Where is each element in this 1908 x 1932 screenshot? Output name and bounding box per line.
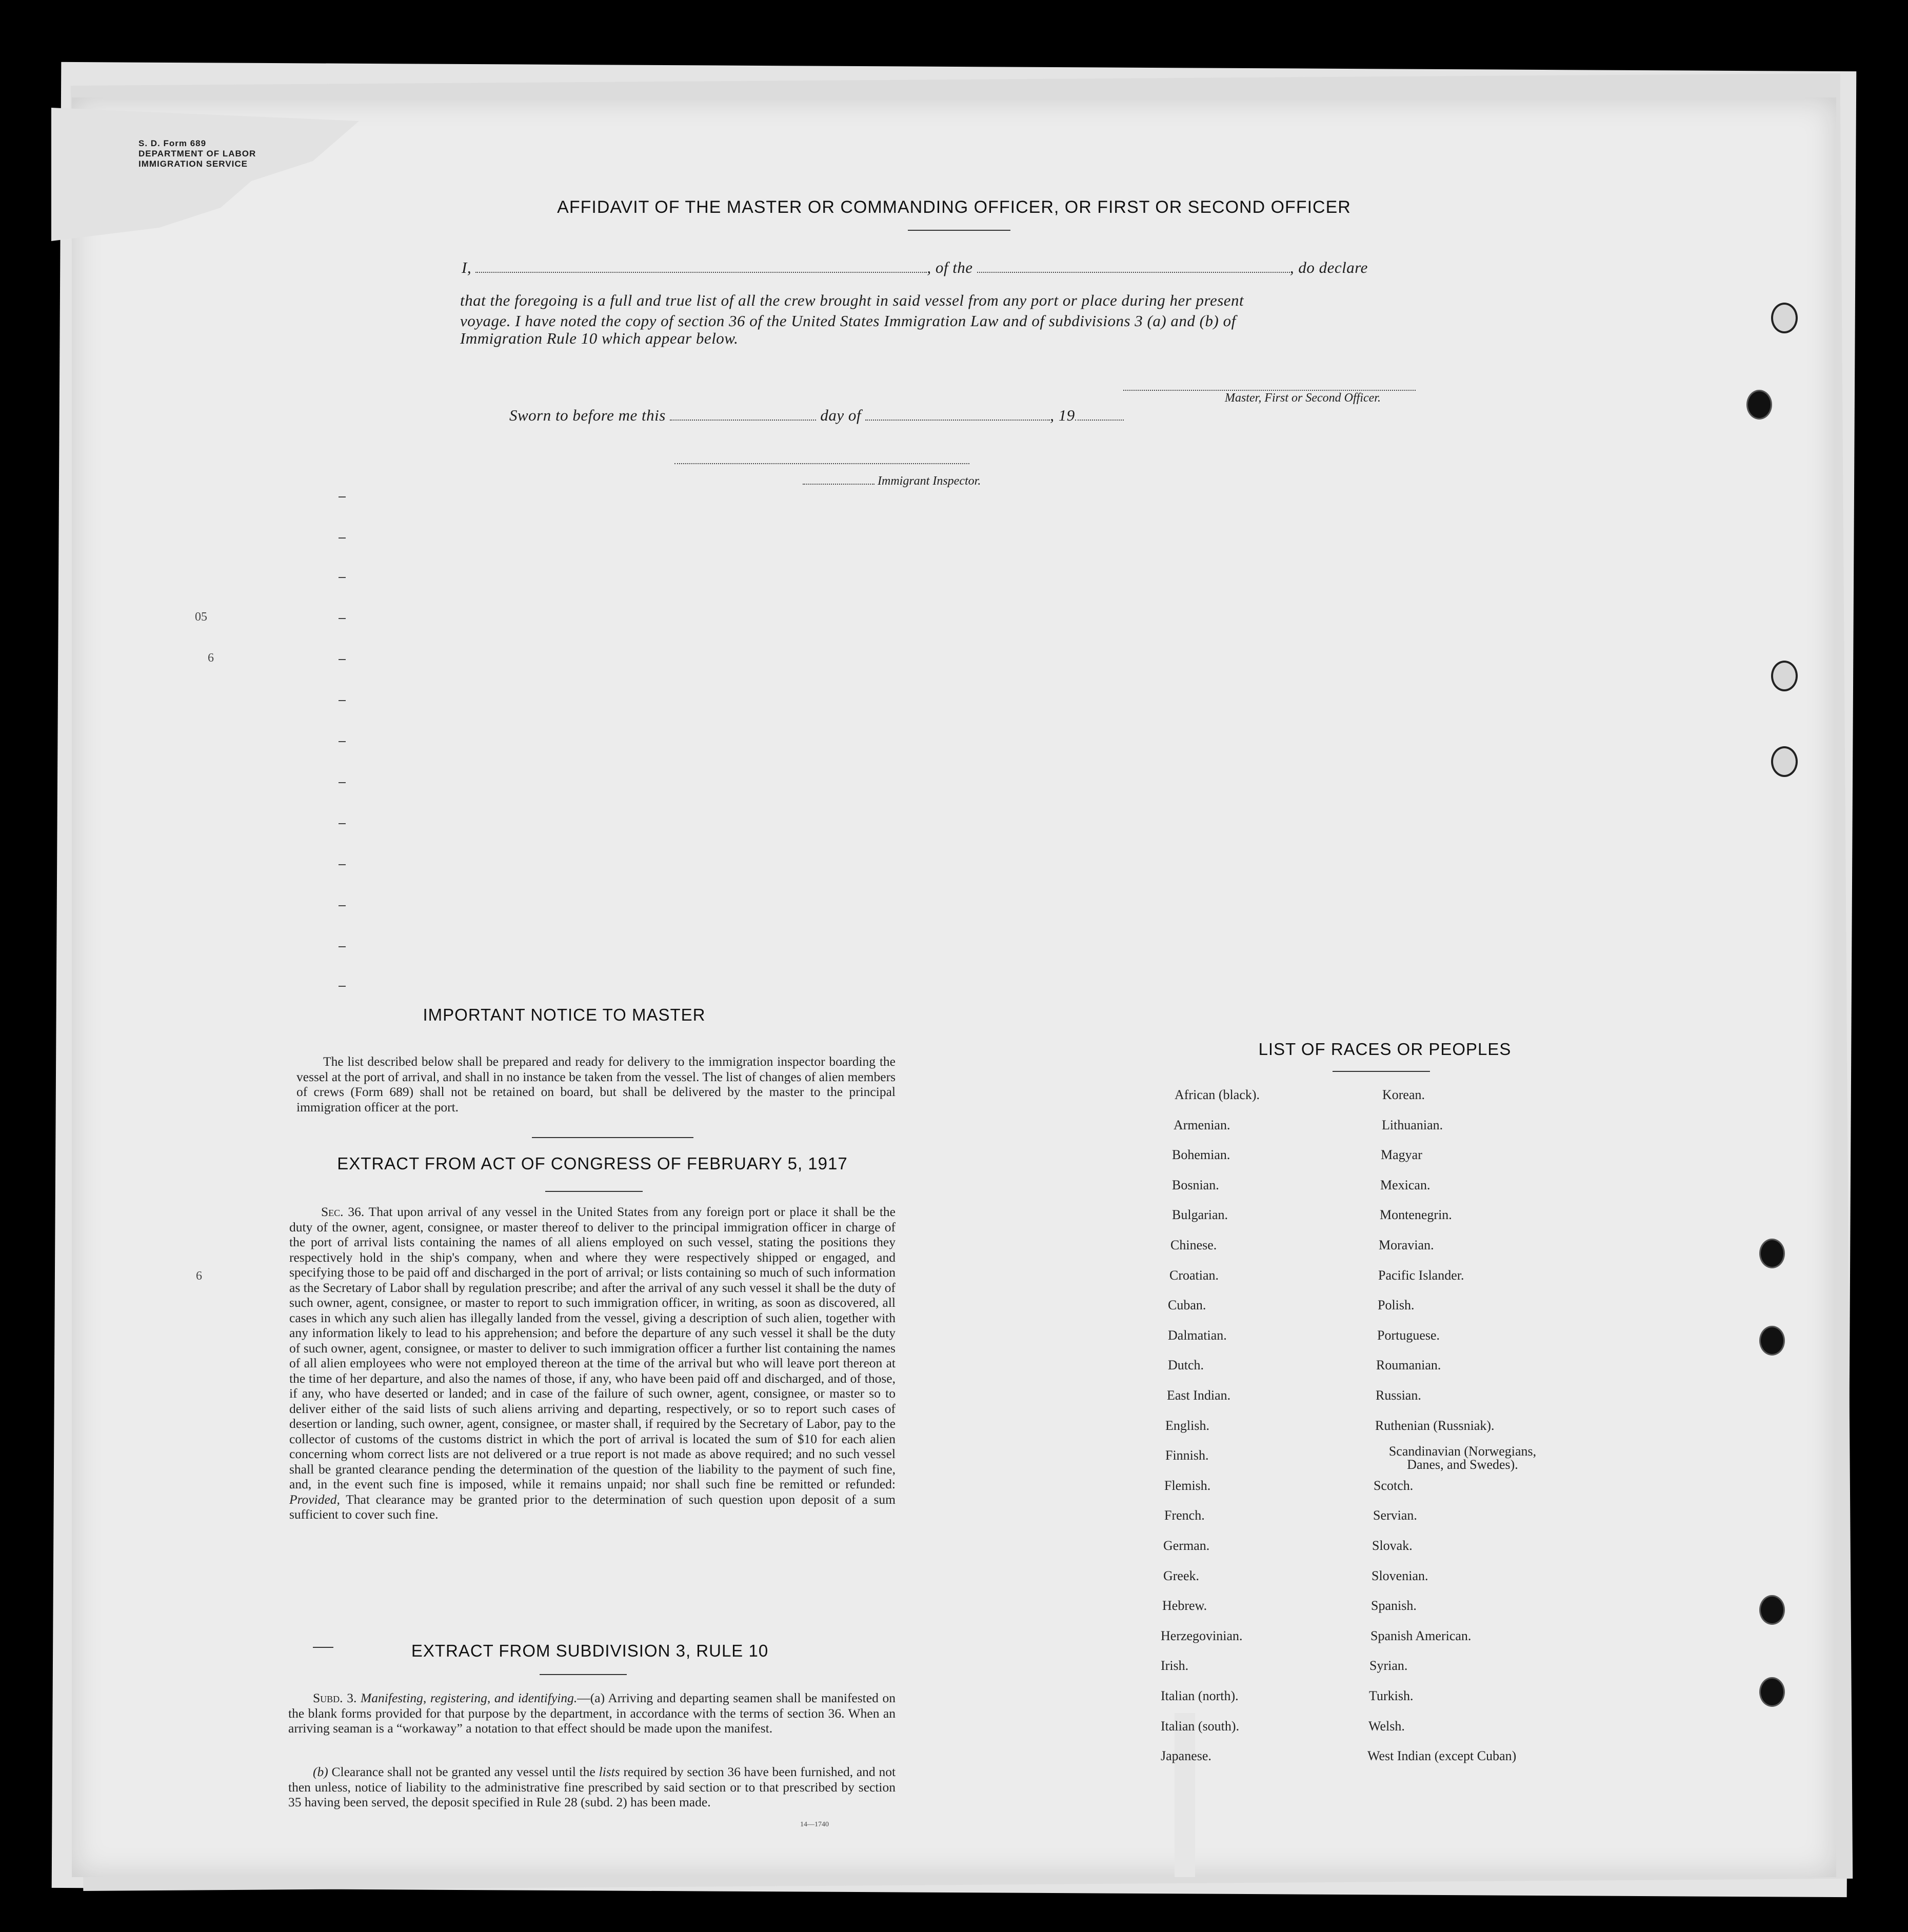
- race-item: Montenegrin.: [1380, 1207, 1452, 1222]
- binder-hole: [1759, 1595, 1785, 1625]
- rule-extract-title: EXTRACT FROM SUBDIVISION 3, RULE 10: [411, 1641, 769, 1660]
- race-item: Syrian.: [1369, 1658, 1408, 1673]
- inspector-caption: Immigrant Inspector.: [878, 474, 981, 488]
- of-the-label: , of the: [927, 258, 973, 276]
- race-item: Slovenian.: [1372, 1568, 1428, 1583]
- sworn-line: [509, 405, 1124, 426]
- name-field[interactable]: [475, 272, 927, 273]
- row-dash: [339, 905, 346, 906]
- small-rule: [313, 1647, 333, 1648]
- act-extract-rule: [545, 1191, 643, 1192]
- act-extract-text: [289, 1204, 896, 1522]
- year-label: , 19: [1050, 406, 1075, 424]
- race-item: Dalmatian.: [1168, 1328, 1227, 1343]
- para-b-label: (b): [313, 1764, 328, 1779]
- affidavit-title: AFFIDAVIT OF THE MASTER OR COMMANDING OFFICER, OR FIRST OR SECOND OFFICER: [557, 197, 1351, 217]
- subd-label: Subd. 3.: [313, 1690, 357, 1705]
- race-item: East Indian.: [1167, 1388, 1231, 1403]
- row-dash: [339, 946, 346, 947]
- race-item: Hebrew.: [1162, 1598, 1207, 1613]
- race-item: Italian (south).: [1161, 1719, 1240, 1734]
- department-label: DEPARTMENT OF LABOR: [138, 149, 256, 158]
- races-title: LIST OF RACES OR PEOPLES: [1258, 1040, 1512, 1059]
- race-item: African (black).: [1175, 1087, 1260, 1102]
- race-item: Croatian.: [1169, 1268, 1219, 1283]
- section-label: Sec. 36.: [321, 1204, 365, 1219]
- race-item: English.: [1165, 1418, 1209, 1433]
- row-dash: [339, 700, 346, 701]
- rule-extract-para-a: [288, 1690, 896, 1736]
- binder-hole: [1771, 303, 1798, 333]
- print-code: 14—1740: [800, 1821, 829, 1828]
- race-item: Ruthenian (Russniak).: [1375, 1418, 1495, 1433]
- rule-extract-rule: [540, 1674, 627, 1675]
- sworn-year-field[interactable]: [1075, 420, 1124, 421]
- para-a-text: —(a) Arriving and departing seamen shall be manifested on the blank forms provided for that purpose by the department, in accordance with the terms of section 36. When an arriving seaman is a “workaway” a notation to that effect should be made upon the manifest.: [288, 1690, 896, 1736]
- notice-rule: [532, 1137, 693, 1138]
- i-label: I,: [462, 258, 472, 276]
- race-item: Bosnian.: [1172, 1178, 1219, 1192]
- para-b-lists: lists: [599, 1764, 620, 1779]
- declaration-line-2: that the foregoing is a full and true list of all the crew brought in said vessel from any port or place during her present: [460, 291, 1244, 309]
- race-item: Moravian.: [1379, 1238, 1434, 1252]
- row-dash: [339, 496, 346, 497]
- race-item: Welsh.: [1368, 1719, 1405, 1734]
- race-item: Dutch.: [1168, 1358, 1204, 1372]
- service-label: IMMIGRATION SERVICE: [138, 159, 248, 169]
- do-declare-label: , do declare: [1289, 258, 1368, 276]
- race-item: Cuban.: [1168, 1298, 1206, 1312]
- row-dash: [339, 782, 346, 783]
- notice-title: IMPORTANT NOTICE TO MASTER: [423, 1005, 706, 1024]
- title-rule: [908, 230, 1010, 231]
- binder-hole: [1759, 1239, 1785, 1268]
- race-item: Finnish.: [1165, 1448, 1209, 1463]
- row-dash: [339, 618, 346, 619]
- day-of-label: day of: [820, 406, 861, 424]
- para-b-post: required by section 36 have been furnished, and not then unless, notice of liability to the administrative fine prescribed by said section or to that prescribed by section 35 having been served, the deposit specified in Rule 28 (subd. 2) has been made.: [288, 1764, 896, 1809]
- race-item: Italian (north).: [1161, 1688, 1239, 1703]
- race-item: Flemish.: [1164, 1478, 1211, 1493]
- race-item: Spanish American.: [1370, 1628, 1472, 1643]
- race-item: Armenian.: [1174, 1118, 1230, 1132]
- race-item: West Indian (except Cuban): [1367, 1748, 1517, 1763]
- races-rule: [1333, 1071, 1430, 1072]
- para-b-pre: Clearance shall not be granted any vessel until the: [331, 1764, 595, 1779]
- sworn-label: Sworn to before me this: [509, 406, 666, 424]
- act-extract-title: EXTRACT FROM ACT OF CONGRESS OF FEBRUARY 5, 1917: [337, 1154, 848, 1173]
- race-item: Greek.: [1163, 1568, 1200, 1583]
- race-item: Mexican.: [1380, 1178, 1430, 1192]
- declaration-line-4: Immigration Rule 10 which appear below.: [460, 329, 739, 347]
- race-item: Lithuanian.: [1382, 1118, 1443, 1132]
- proviso-label: Provided,: [289, 1491, 340, 1507]
- row-dash: [339, 864, 346, 865]
- race-item: Bulgarian.: [1172, 1207, 1228, 1222]
- row-dash: [339, 577, 346, 578]
- binder-hole: [1746, 390, 1772, 420]
- vessel-field[interactable]: [977, 272, 1290, 273]
- section-36-text: That upon arrival of any vessel in the United States from any foreign port or place it shall be the duty of the owner, agent, consignee, or master thereof to deliver to the principal immigration officer in charge of the port of arrival lists containing the names of all aliens employed on such vessel, stating the positions they respectively hold in the ship's company, when and where they were respectively shipped or engaged, and specifying those to be paid off and discharged in the port of arrival; or lists containing so much of such information as the Secretary of Labor shall by regulation prescribe; and after the arrival of any such vessel it shall be the duty of such owner, agent, consignee, or master to report to such immigration officer, in writing, as soon as discovered, all cases in which any such alien has illegally landed from the vessel, giving a description of such alien, together with any information likely to lead to his apprehension; and before the departure of any such vessel it shall be the duty of such owner, agent, consignee, or master to deliver to such immigration officer a further list containing the names of all alien employees who were not employed thereon at the time of the arrival but who will leave port thereon at the time of her departure, and also the names of those, if any, who have been paid off and discharged, and of those, if any, who have deserted or landed; and in case of the failure of such owner, agent, consignee, or master so to deliver either of the said lists of such aliens arriving and departing, respectively, or so to report such cases of desertion or landing, such owner, agent, consignee, or master shall, if required by the Secretary of Labor, pay to the collector of customs of the customs district in which the port of arrival is located the sum of $10 for each alien concerning whom correct lists are not delivered or a true report is not made as above required; and no such vessel shall be granted clearance pending the determination of the question of the liability to the payment of such fine, and, in the event such fine is imposed, while it remains unpaid; nor shall such fine be remitted or refunded:: [289, 1204, 896, 1491]
- form-id-block: [138, 138, 256, 169]
- race-item: Pacific Islander.: [1378, 1268, 1464, 1283]
- margin-mark: 6: [196, 1269, 202, 1283]
- binder-hole: [1771, 661, 1798, 691]
- race-item: Servian.: [1373, 1508, 1417, 1523]
- margin-mark: 05: [195, 610, 207, 624]
- row-dash: [339, 741, 346, 742]
- officer-signature-line[interactable]: [1123, 380, 1416, 391]
- binder-hole: [1759, 1677, 1785, 1707]
- race-item: Chinese.: [1170, 1238, 1217, 1252]
- paper-crease: [1175, 1713, 1195, 1877]
- subd-heading: Manifesting, registering, and identifying.: [361, 1690, 578, 1705]
- race-item: French.: [1164, 1508, 1205, 1523]
- race-item: Scotch.: [1374, 1478, 1414, 1493]
- race-item: Irish.: [1161, 1658, 1189, 1673]
- proviso-text: That clearance may be granted prior to the determination of such question upon deposit of a sum sufficient to cover such fine.: [289, 1491, 896, 1522]
- sworn-day-field[interactable]: [670, 420, 816, 421]
- declaration-line-3: voyage. I have noted the copy of section 36 of the United States Immigration Law and of subdivisions 3 (a) and (b) of: [460, 312, 1236, 330]
- document-page: [72, 97, 1836, 1877]
- race-item: German.: [1163, 1538, 1210, 1553]
- binder-hole: [1771, 746, 1798, 777]
- inspector-caption-line: [803, 474, 981, 488]
- officer-signature-caption: Master, First or Second Officer.: [1225, 391, 1381, 405]
- race-item: Bohemian.: [1172, 1147, 1230, 1162]
- race-item: Japanese.: [1161, 1748, 1211, 1763]
- race-item: Scandinavian (Norwegians, Danes, and Swedes).: [1388, 1444, 1537, 1472]
- race-item: Slovak.: [1372, 1538, 1413, 1553]
- binder-hole: [1759, 1326, 1785, 1356]
- race-item: Turkish.: [1369, 1688, 1414, 1703]
- race-item: Magyar: [1381, 1147, 1422, 1162]
- notice-text: The list described below shall be prepared and ready for delivery to the immigration inspector boarding the vessel at the port of arrival, and shall in no instance be taken from the vessel. The list of changes of alien members of crews (Form 689) shall not be retained on board, but shall be delivered by the master to the principal immigration officer at the port.: [296, 1054, 896, 1114]
- race-item: Herzegovinian.: [1161, 1628, 1243, 1643]
- rule-extract-para-b: [288, 1764, 896, 1810]
- inspector-name-field[interactable]: [803, 484, 874, 485]
- race-item: Spanish.: [1371, 1598, 1417, 1613]
- declaration-line-1: [462, 257, 1467, 278]
- race-item: Roumanian.: [1376, 1358, 1441, 1372]
- race-item: Portuguese.: [1377, 1328, 1440, 1343]
- margin-mark: 6: [208, 651, 214, 665]
- row-dash: [339, 823, 346, 824]
- race-item: Russian.: [1376, 1388, 1421, 1403]
- form-number: S. D. Form 689: [138, 138, 207, 148]
- race-item: Polish.: [1378, 1298, 1415, 1312]
- race-item: Korean.: [1382, 1087, 1425, 1102]
- sworn-month-field[interactable]: [865, 420, 1050, 421]
- row-dash: [339, 537, 346, 539]
- inspector-signature-line[interactable]: [674, 454, 969, 464]
- row-dash: [339, 986, 346, 987]
- row-dash: [339, 659, 346, 660]
